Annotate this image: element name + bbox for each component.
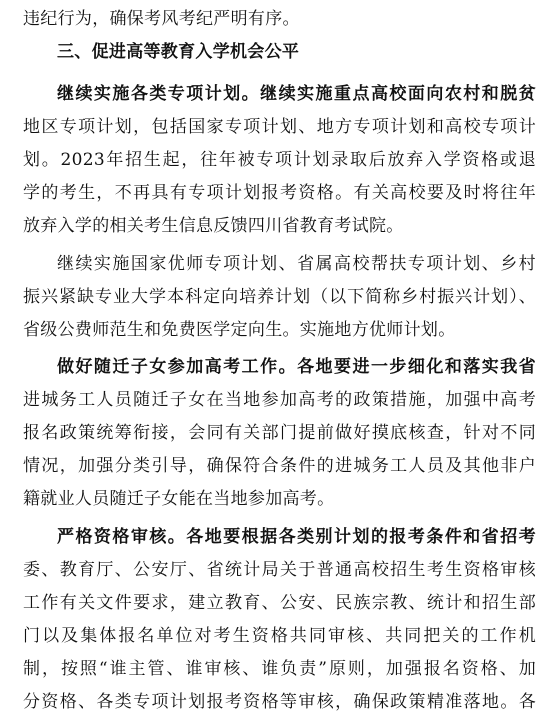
text-line: 门以及集体报名单位对考生资格共同审核、共同把关的工作机	[23, 626, 536, 646]
text-line: 学的考生，不再具有专项计划报考资格。有关高校要及时将往年	[23, 183, 536, 203]
text-line: 进城务工人员随迁子女在当地参加高考的政策措施，加强中高考	[23, 390, 536, 410]
text-line: 地区专项计划，包括国家专项计划、地方专项计划和高校专项计	[23, 117, 536, 137]
text-line: 委、教育厅、公安厅、省统计局关于普通高校招生考生资格审核	[23, 560, 536, 580]
text-line: 情况，加强分类引导，确保符合条件的进城务工人员及其他非户	[23, 456, 536, 476]
section-heading: 三、促进高等教育入学机会公平	[57, 42, 300, 62]
text-line: 放弃入学的相关考生信息反馈四川省教育考试院。	[23, 216, 404, 236]
text-line: 制，按照“谁主管、谁审核、谁负责”原则，加强报名资格、加	[23, 659, 536, 679]
text-line: 工作有关文件要求，建立教育、公安、民族宗教、统计和招生部	[23, 593, 536, 613]
text-line: 省级公费师范生和免费医学定向生。实施地方优师计划。	[23, 320, 456, 340]
text-line: 严格资格审核。各地要根据各类别计划的报考条件和省招考	[57, 527, 536, 547]
text-line: 报名政策统筹衔接，会同有关部门提前做好摸底核查，针对不同	[23, 423, 536, 443]
text-line: 分资格、各类专项计划报考资格等审核，确保政策精准落地。各	[23, 692, 536, 712]
text-line: 籍就业人员随迁子女能在当地参加高考。	[23, 489, 335, 509]
text-line: 继续实施国家优师专项计划、省属高校帮扶专项计划、乡村	[57, 254, 536, 274]
text-line: 振兴紧缺专业大学本科定向培养计划（以下简称乡村振兴计划）、	[23, 287, 536, 307]
text-line: 继续实施各类专项计划。继续实施重点高校面向农村和脱贫	[57, 84, 536, 104]
text-line: 划。2023年招生起，往年被专项计划录取后放弃入学资格或退	[23, 150, 536, 170]
text-line: 做好随迁子女参加高考工作。各地要进一步细化和落实我省	[57, 357, 536, 377]
text-line: 违纪行为，确保考风考纪严明有序。	[23, 9, 300, 29]
